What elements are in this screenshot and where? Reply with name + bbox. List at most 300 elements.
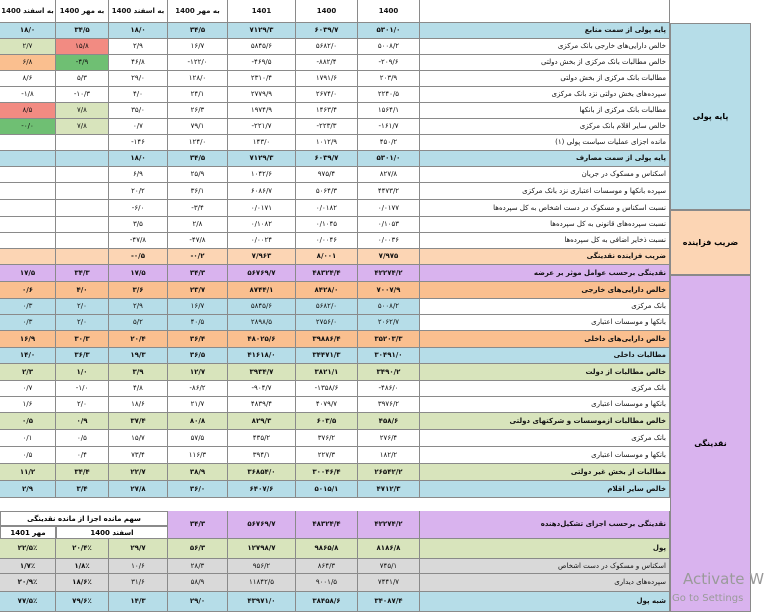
value-cell: ۸۶۴/۳ (296, 559, 358, 574)
value-cell (56, 200, 109, 217)
value-cell: ۳۴/۵ (168, 23, 228, 39)
value-cell: ۳/۶ (109, 282, 168, 299)
share-column-header: مهر 1401 (0, 526, 56, 539)
value-cell: ۲۵/۹ (168, 167, 228, 183)
value-cell: ۲/۳ (0, 364, 56, 381)
value-cell: ۴/۰ (109, 87, 168, 103)
row-label: پایه پولی از سمت منابع (420, 23, 670, 39)
value-cell: ۴۶/۸ (109, 55, 168, 71)
row-label: خالص دارایی‌های خارجی (420, 282, 670, 299)
value-cell: ۱۴/۳ (109, 592, 168, 612)
value-cell: -۱۰/۳ (56, 87, 109, 103)
value-cell: ۳۹۳۴/۷ (228, 364, 296, 381)
value-cell: ۱۵/۷ (109, 430, 168, 447)
value-cell: ۷۱۲۹/۳ (228, 23, 296, 39)
table-row (0, 55, 751, 71)
value-cell (56, 167, 109, 183)
value-cell: ۲/۰ (56, 315, 109, 331)
value-cell: ۲۸/۳ (168, 559, 228, 574)
row-label: مطالبات بانک مرکزی از بانکها (420, 103, 670, 119)
value-cell: ۱۸/۰ (109, 23, 168, 39)
value-cell (56, 151, 109, 167)
value-cell: ۷۱۲۹/۳ (228, 151, 296, 167)
row-label: ضریب فزاینده نقدینگی (420, 249, 670, 265)
value-cell: ۱۲۷۹۸/۷ (228, 539, 296, 559)
value-cell: -۴/۹ (56, 55, 109, 71)
value-cell: ۵۶/۳ (168, 539, 228, 559)
table-row (0, 233, 751, 249)
section-multiplier: ضریب فزاینده (670, 210, 751, 275)
value-cell: ۸۲۹/۳ (228, 413, 296, 430)
value-cell: ۲/۸ (168, 217, 228, 233)
value-cell: ۵۷/۵ (168, 430, 228, 447)
table-row (0, 315, 751, 331)
value-cell: ۱۰۴۲/۶ (228, 167, 296, 183)
value-cell: ۵۳۰۱/۰ (358, 23, 420, 39)
value-cell: ۳۹۴/۱ (228, 447, 296, 464)
value-cell: ۴/۰ (56, 282, 109, 299)
value-cell: ۳۶۸۵۴/۰ (228, 464, 296, 481)
value-cell: ۵۶۸۲/۰ (296, 39, 358, 55)
share-title: سهم مانده اجزا از مانده نقدینگی (0, 511, 168, 526)
value-cell: -۱۳۵۸/۶ (296, 381, 358, 397)
value-cell: ۵۳۰۱/۰ (358, 151, 420, 167)
value-cell: ۱۷/۵ (0, 265, 56, 282)
value-cell: ۱۶/۷ (168, 299, 228, 315)
value-cell: ۱۹۷۴/۹ (228, 103, 296, 119)
section-monetary-base: پایه پولی (670, 23, 751, 210)
value-cell: ۱۸۲/۲ (358, 447, 420, 464)
value-cell: ۱۱۶/۳ (168, 447, 228, 464)
value-cell: ۸/۵ (0, 103, 56, 119)
windows-activation-hint: Go to Settings (672, 593, 744, 604)
value-cell: ۵۶۷۶۹/۷ (228, 511, 296, 539)
share-cell: ۷۷/۵٪ (0, 592, 56, 612)
row-label: اسکناس و مسکوک در دست اشخاص (420, 559, 670, 574)
value-cell: ۱۵۶۴/۱ (358, 103, 420, 119)
value-cell (0, 135, 56, 151)
column-header: به مهر 1400 (168, 0, 228, 23)
value-cell: ۳/۵ (109, 217, 168, 233)
value-cell: ۴۸۳۲۴/۴ (296, 265, 358, 282)
value-cell: ۱۸/۰ (109, 151, 168, 167)
value-cell: ۱۴۶۳/۴ (296, 103, 358, 119)
table-row (0, 265, 751, 282)
value-cell: ۴۰۷۹/۷ (296, 397, 358, 413)
value-cell: ۷/۹۶۳ (228, 249, 296, 265)
value-cell: ۲۰/۴ (109, 331, 168, 348)
table-row (0, 200, 751, 217)
value-cell: ۲۷۵۶/۰ (296, 315, 358, 331)
value-cell: ۰/۳ (0, 299, 56, 315)
row-label: مطالبات بانک مرکزی از بخش دولتی (420, 71, 670, 87)
value-cell: ۱۰/۶ (109, 559, 168, 574)
value-cell: ۶/۹ (109, 167, 168, 183)
composition-item-row (0, 559, 751, 574)
value-cell: ۲/۹ (109, 299, 168, 315)
value-cell: -۸۸۲/۴ (296, 55, 358, 71)
header-blank (420, 0, 670, 23)
value-cell (0, 183, 56, 200)
windows-activation-watermark: Activate W (683, 570, 764, 588)
value-cell: ۱۲۸/۰ (168, 71, 228, 87)
table-row (0, 481, 751, 498)
composition-item-row (0, 574, 751, 592)
header-row (0, 0, 751, 23)
row-label: نسبت اسکناس و مسکوک در دست اشخاص به کل سپرده‌ها (420, 200, 670, 217)
value-cell: ۳/۴ (56, 481, 109, 498)
row-label: نقدینگی برحسب عوامل موثر بر عرضه (420, 265, 670, 282)
row-label: مطالبات از بخش غیر دولتی (420, 464, 670, 481)
value-cell: ۲۲۷/۳ (296, 447, 358, 464)
value-cell: ۰/۱ (0, 430, 56, 447)
value-cell: ۶۰۳۹/۷ (296, 151, 358, 167)
value-cell (56, 217, 109, 233)
value-cell: ۳۶/۵ (168, 348, 228, 364)
share-cell: ۲۲/۵٪ (0, 539, 56, 559)
value-cell: ۸۷۴۴/۱ (228, 282, 296, 299)
table-row (0, 135, 751, 151)
value-cell: ۱۲۴/۰ (168, 135, 228, 151)
value-cell: ۵۸۴۵/۶ (228, 299, 296, 315)
share-cell: ۱۸/۶٪ (56, 574, 109, 592)
table-row (0, 430, 751, 447)
value-cell: ۳۶/۰ (168, 481, 228, 498)
value-cell: ۰/۰۱۸۲ (296, 200, 358, 217)
value-cell: ۵۸/۹ (168, 574, 228, 592)
value-cell: ۳۵۲۰۳/۳ (358, 331, 420, 348)
value-cell: ۰/۱۰۸۲ (228, 217, 296, 233)
value-cell: ۱۹/۳ (109, 348, 168, 364)
value-cell: ۱۱۸۴۲/۵ (228, 574, 296, 592)
value-cell: ۲۶۵۴۲/۲ (358, 464, 420, 481)
value-cell: ۵/۲ (109, 315, 168, 331)
value-cell: ۳۴/۳ (168, 511, 228, 539)
value-cell: ۲۹/۰ (168, 592, 228, 612)
value-cell: ۴/۸ (109, 381, 168, 397)
value-cell: ۳/۹ (109, 364, 168, 381)
value-cell: -۳/۴ (168, 200, 228, 217)
table-row (0, 217, 751, 233)
row-label: نسبت ذخایر اضافی به کل سپرده‌ها (420, 233, 670, 249)
value-cell: ۱۵/۸ (56, 39, 109, 55)
value-cell: -۶/۰ (109, 200, 168, 217)
table-row (0, 119, 751, 135)
value-cell: ۴۷۱۲/۳ (358, 481, 420, 498)
table-row (0, 183, 751, 200)
value-cell: ۲/۰ (56, 397, 109, 413)
table-row (0, 364, 751, 381)
value-cell: ۰/۰۱۷۱ (228, 200, 296, 217)
value-cell: ۳۴۹۰/۲ (358, 364, 420, 381)
value-cell: ۹۷۵/۴ (296, 167, 358, 183)
value-cell: ۰/۶ (0, 282, 56, 299)
table-row (0, 249, 751, 265)
value-cell: ۳۴/۳ (168, 265, 228, 282)
value-cell: ۹۸۶۵/۸ (296, 539, 358, 559)
value-cell: -۴۸۶/۰ (358, 381, 420, 397)
value-cell: ۲۴/۱ (168, 87, 228, 103)
table-row (0, 464, 751, 481)
value-cell: ۱۶/۷ (168, 39, 228, 55)
value-cell: ۶۴۰۷/۶ (228, 481, 296, 498)
value-cell (0, 167, 56, 183)
row-label: بانک مرکزی (420, 381, 670, 397)
value-cell: ۰/۵ (56, 430, 109, 447)
value-cell: ۰/۱۰۴۵ (296, 217, 358, 233)
value-cell: ۱۲/۷ (168, 364, 228, 381)
composition-item-row (0, 539, 751, 559)
value-cell: ۲۳/۷ (168, 282, 228, 299)
value-cell: ۱۱/۲ (0, 464, 56, 481)
value-cell: ۳۴/۵ (168, 151, 228, 167)
value-cell: ۰/۱۰۵۳ (358, 217, 420, 233)
value-cell: ۰/۴ (56, 447, 109, 464)
composition-item-row (0, 592, 751, 612)
value-cell: ۴۵۸/۶ (358, 413, 420, 430)
value-cell: -۱۶۱/۷ (358, 119, 420, 135)
value-cell: ۰/۵ (0, 413, 56, 430)
table-row (0, 413, 751, 430)
table-row (0, 39, 751, 55)
value-cell: ۹۰۰۱/۵ (296, 574, 358, 592)
value-cell: ۴۳۵/۲ (228, 430, 296, 447)
value-cell: -۰/۵ (109, 249, 168, 265)
value-cell (0, 217, 56, 233)
value-cell: ۲/۰ (56, 299, 109, 315)
value-cell: ۲/۹ (109, 39, 168, 55)
row-label: پایه پولی از سمت مصارف (420, 151, 670, 167)
value-cell: ۲۱/۷ (168, 397, 228, 413)
value-cell: -۴۷/۸ (168, 233, 228, 249)
value-cell (56, 135, 109, 151)
value-cell: ۲۷۷۹/۹ (228, 87, 296, 103)
value-cell: ۰/۰۰۳۶ (358, 233, 420, 249)
value-cell: -۲۰۹/۶ (358, 55, 420, 71)
column-header: به مهر 1400 (56, 0, 109, 23)
value-cell: -۱۴۶ (109, 135, 168, 151)
row-label: بانک مرکزی (420, 299, 670, 315)
value-cell: ۷۴۵/۱ (358, 559, 420, 574)
value-cell: -۰/۰ (0, 119, 56, 135)
value-cell: -۴۶۹/۵ (228, 55, 296, 71)
row-label: پول (420, 539, 670, 559)
column-header: به اسفند 1400 (109, 0, 168, 23)
value-cell: ۲۲/۷ (109, 464, 168, 481)
value-cell: ۲۲۴۰/۵ (358, 87, 420, 103)
table-row (0, 447, 751, 464)
row-label: اسکناس و مسکوک در جریان (420, 167, 670, 183)
row-label: بانکها و موسسات اعتباری (420, 447, 670, 464)
value-cell: ۵۶۷۶۹/۷ (228, 265, 296, 282)
value-cell: ۶۰۸۶/۷ (228, 183, 296, 200)
table-row (0, 348, 751, 364)
value-cell: ۵۰۶۴/۳ (296, 183, 358, 200)
value-cell: ۳۷/۴ (109, 413, 168, 430)
value-cell: ۷/۹۷۵ (358, 249, 420, 265)
value-cell: -۲۲۱/۷ (228, 119, 296, 135)
value-cell: ۲۳۱۰/۴ (228, 71, 296, 87)
row-label: بانک مرکزی (420, 430, 670, 447)
column-header: 1400 (296, 0, 358, 23)
value-cell: ۳۸۲۱/۱ (296, 364, 358, 381)
value-cell: -۱۲۲/۰ (168, 55, 228, 71)
value-cell: ۱۷۹۱/۶ (296, 71, 358, 87)
value-cell: ۲۰۳/۹ (358, 71, 420, 87)
value-cell: -۱/۸ (0, 87, 56, 103)
value-cell: ۱۸/۶ (109, 397, 168, 413)
value-cell: ۳۱/۶ (109, 574, 168, 592)
value-cell: ۰/۹ (56, 413, 109, 430)
value-cell: ۲۹/۰ (109, 71, 168, 87)
row-label: مطالبات داخلی (420, 348, 670, 364)
value-cell: ۶۰۳/۵ (296, 413, 358, 430)
value-cell: ۱۶/۹ (0, 331, 56, 348)
row-label: خالص سایر اقلام (420, 481, 670, 498)
value-cell: -۸۶/۲ (168, 381, 228, 397)
value-cell: -۹۰۴/۷ (228, 381, 296, 397)
value-cell: ۵۶۸۲/۰ (296, 299, 358, 315)
value-cell (0, 200, 56, 217)
value-cell: ۴۲۲۷۴/۲ (358, 265, 420, 282)
value-cell: ۰/۷ (109, 119, 168, 135)
value-cell: ۳۶/۱ (168, 183, 228, 200)
row-label: خالص دارایی‌های خارجی بانک مرکزی (420, 39, 670, 55)
value-cell: ۸/۶ (0, 71, 56, 87)
value-cell: ۴۰/۵ (168, 315, 228, 331)
value-cell: ۱۴۳/۰ (228, 135, 296, 151)
table-row (0, 167, 751, 183)
value-cell: ۲۶۷۴/۰ (296, 87, 358, 103)
value-cell: ۴۲۲۷۴/۲ (358, 511, 420, 539)
value-cell: ۵۰۰۸/۲ (358, 299, 420, 315)
value-cell: ۷۰۰۷/۹ (358, 282, 420, 299)
value-cell: ۱/۰ (56, 364, 109, 381)
value-cell: ۳۰۴۹۱/۰ (358, 348, 420, 364)
value-cell: ۸۴۲۸/۰ (296, 282, 358, 299)
value-cell: ۱۴/۰ (0, 348, 56, 364)
value-cell: ۸/۰۰۱ (296, 249, 358, 265)
value-cell: ۴۴۷۳/۲ (358, 183, 420, 200)
value-cell: ۳۴۴۷۱/۳ (296, 348, 358, 364)
value-cell (0, 151, 56, 167)
value-cell: ۸۱۸۶/۸ (358, 539, 420, 559)
value-cell (0, 249, 56, 265)
share-cell: ۲۰/۴٪ (56, 539, 109, 559)
row-label: بانکها و موسسات اعتباری (420, 315, 670, 331)
value-cell: ۰/۰۰۴۶ (296, 233, 358, 249)
table-row (0, 331, 751, 348)
value-cell: ۷۳/۴ (109, 447, 168, 464)
value-cell: ۴۵۰/۲ (358, 135, 420, 151)
section-liquidity: نقدینگی (670, 275, 751, 612)
row-label: خالص مطالبات بانک مرکزی از بخش دولتی (420, 55, 670, 71)
value-cell: -۰/۲ (168, 249, 228, 265)
value-cell: ۲۷۶/۴ (358, 430, 420, 447)
value-cell: ۳۶/۴ (168, 331, 228, 348)
value-cell: ۴۸۰۲۵/۶ (228, 331, 296, 348)
table-row (0, 299, 751, 315)
column-header: 1401 (228, 0, 296, 23)
value-cell: ۰/۷ (0, 381, 56, 397)
value-cell: ۳۶/۳ (56, 348, 109, 364)
value-cell: ۴۸۳۹/۴ (228, 397, 296, 413)
table-row (0, 282, 751, 299)
table-row (0, 151, 751, 167)
value-cell: ۲/۷ (0, 39, 56, 55)
value-cell: ۷۹/۱ (168, 119, 228, 135)
share-column-header: اسفند 1400 (56, 526, 168, 539)
value-cell: ۲۹/۷ (109, 539, 168, 559)
value-cell: ۳۵/۰ (109, 103, 168, 119)
row-label: نسبت سپرده‌های قانونی به کل سپرده‌ها (420, 217, 670, 233)
row-label: بانکها و موسسات اعتباری (420, 397, 670, 413)
value-cell: ۳۴/۵ (56, 23, 109, 39)
value-cell: ۰/۰۰۲۴ (228, 233, 296, 249)
value-cell: ۸۲۷/۸ (358, 167, 420, 183)
value-cell: ۳۸/۹ (168, 464, 228, 481)
value-cell: ۵۰۰۸/۲ (358, 39, 420, 55)
row-label: نقدینگی برحسب اجزای تشکیل‌دهنده (420, 511, 670, 539)
value-cell: ۲۰/۲ (109, 183, 168, 200)
value-cell: ۳۰/۳ (56, 331, 109, 348)
share-cell: ۱/۷٪ (0, 559, 56, 574)
value-cell: ۸۰/۸ (168, 413, 228, 430)
value-cell: ۳۴/۴ (56, 464, 109, 481)
value-cell: ۲۸۹۸/۵ (228, 315, 296, 331)
value-cell: ۳۴/۳ (56, 265, 109, 282)
share-cell: ۱/۸٪ (56, 559, 109, 574)
value-cell (56, 233, 109, 249)
value-cell: ۵۰۱۵/۱ (296, 481, 358, 498)
value-cell: ۱۷/۵ (109, 265, 168, 282)
share-cell: ۷۹/۶٪ (56, 592, 109, 612)
value-cell: ۷۴۴۱/۷ (358, 574, 420, 592)
value-cell: ۶۰۳۹/۷ (296, 23, 358, 39)
value-cell (56, 183, 109, 200)
value-cell: ۴۳۹۷۱/۰ (228, 592, 296, 612)
column-header: 1400 (358, 0, 420, 23)
table-row (0, 103, 751, 119)
value-cell: ۰/۵ (0, 447, 56, 464)
value-cell: -۲۲۳/۳ (296, 119, 358, 135)
value-cell: ۰/۰۱۷۷ (358, 200, 420, 217)
value-cell: ۱/۶ (0, 397, 56, 413)
value-cell (0, 233, 56, 249)
value-cell: ۴۸۳۲۴/۴ (296, 511, 358, 539)
column-header: به اسفند 1400 (0, 0, 56, 23)
value-cell: ۴۱۶۱۸/۰ (228, 348, 296, 364)
value-cell: ۵۸۴۵/۶ (228, 39, 296, 55)
value-cell: -۱/۰ (56, 381, 109, 397)
value-cell: ۶/۸ (0, 55, 56, 71)
row-label: خالص مطالبات ازموسسات و شرکتهای دولتی (420, 413, 670, 430)
row-label: خالص مطالبات از دولت (420, 364, 670, 381)
row-label: خالص دارایی‌های داخلی (420, 331, 670, 348)
value-cell: ۲/۹ (0, 481, 56, 498)
value-cell: ۳۸۴۵۸/۶ (296, 592, 358, 612)
table-row (0, 397, 751, 413)
table-row (0, 71, 751, 87)
value-cell: ۲۶/۳ (168, 103, 228, 119)
value-cell: -۴۷/۸ (109, 233, 168, 249)
value-cell: ۱۰۱۲/۹ (296, 135, 358, 151)
value-cell: ۰/۳ (0, 315, 56, 331)
value-cell: ۳۹۸۸۶/۴ (296, 331, 358, 348)
value-cell: ۲۷/۸ (109, 481, 168, 498)
value-cell: ۵/۳ (56, 71, 109, 87)
value-cell: ۳۷۶/۲ (296, 430, 358, 447)
